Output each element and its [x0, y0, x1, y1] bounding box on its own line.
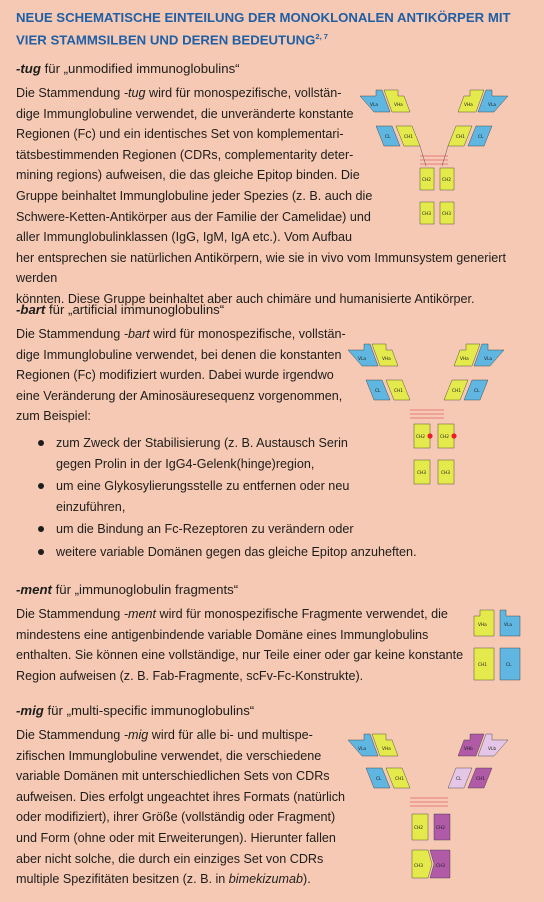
svg-text:CL: CL	[478, 135, 484, 140]
text-segment: Die Stammendung	[16, 728, 124, 742]
svg-text:VHa: VHa	[460, 357, 469, 362]
section-body	[16, 604, 536, 686]
text-segment: Die Stammendung	[16, 327, 124, 341]
ab-hinge	[420, 146, 448, 166]
text-segment: aller Immunglobulinklassen (IgG, IgM, IgA etc.). Vom Aufbau	[16, 230, 352, 245]
section-heading	[16, 301, 536, 319]
text-segment: tätsbestimmenden Regionen (CDRs, complementarity deter-	[16, 147, 354, 162]
svg-text:CH1: CH1	[395, 777, 404, 782]
antibody-diagram-unmodified	[358, 84, 528, 234]
suffix: -mig	[16, 703, 44, 718]
bullet-text: weitere variable Domänen gegen das gleiche Epitop anzuheften.	[56, 544, 417, 559]
text-segment: aber nicht solche, die durch ein einziges Set von CDRs	[16, 851, 324, 866]
svg-text:CH2: CH2	[440, 435, 449, 440]
text-segment: zum Beispiel:	[16, 409, 91, 424]
emphasis: -ment	[123, 607, 157, 621]
page-title	[16, 8, 528, 49]
emphasis: bimekizumab	[228, 872, 303, 887]
bullet-text: zum Zweck der Stabilisierung (z. B. Austausch Serin	[56, 435, 348, 450]
svg-text:CH3: CH3	[417, 471, 426, 476]
text-segment: variable Domänen mit unterschiedlichen Sets von CDRs	[16, 769, 330, 784]
text-line	[16, 604, 536, 625]
text-segment: wird für monospezifische, vollstän-	[145, 86, 342, 100]
svg-text:CL: CL	[385, 135, 391, 140]
fuer-word: für	[44, 61, 60, 76]
modification-marker	[427, 433, 432, 438]
text-segment: und Form (ohne oder mit Erweiterungen). Hierunter fallen	[16, 830, 336, 845]
antibody-diagram-artificial	[344, 336, 524, 494]
bullet-dot	[38, 440, 44, 446]
page-title-text: NEUE SCHEMATISCHE EINTEILUNG DER MONOKLONALEN ANTIKÖRPER MIT VIER STAMMSILBEN UND DEREN BEDEUTUNG	[16, 10, 511, 48]
svg-text:CL: CL	[474, 389, 480, 394]
svg-text:VLa: VLa	[488, 103, 496, 108]
section-ment	[16, 581, 536, 686]
svg-text:VHa: VHa	[382, 747, 391, 752]
emphasis: -tug	[123, 86, 146, 100]
svg-text:CH2: CH2	[422, 178, 431, 183]
emphasis: -bart	[123, 327, 150, 341]
suffix: -bart	[16, 302, 46, 317]
suffix-meaning: „artificial immunoglobulins“	[68, 302, 225, 317]
fuer-word: für	[55, 582, 71, 597]
svg-text:VHa: VHa	[478, 623, 487, 628]
bullet-item	[16, 519, 536, 540]
svg-text:CL: CL	[506, 663, 512, 668]
bullet-dot	[38, 526, 44, 532]
fuer-word: für	[47, 703, 63, 718]
text-segment: multiple Spezifitäten besitzen (z. B. in	[16, 872, 229, 887]
svg-text:CH3: CH3	[422, 212, 431, 217]
text-segment: her entsprechen sie natürlichen Antikörpern, wie sie in vivo vom Immunsystem generiert werden	[16, 250, 506, 286]
bullet-text: einzuführen,	[56, 499, 126, 514]
text-segment: wird für monospezifische, vollstän-	[149, 327, 346, 341]
section-heading	[16, 60, 536, 78]
antibody-diagram-multispecific	[340, 728, 526, 890]
text-segment: enthalten. Sie können eine vollständige, nur Teile einer oder gar keine konstante	[16, 648, 464, 663]
bullet-text: um die Bindung an Fc-Rezeptoren zu verändern oder	[56, 522, 354, 537]
text-segment: Regionen (Fc) und ein identisches Set von komplementari-	[16, 127, 344, 142]
svg-text:CH1: CH1	[394, 389, 403, 394]
svg-text:VLb: VLb	[488, 747, 497, 752]
text-segment: Die Stammendung	[16, 86, 124, 100]
text-line	[16, 645, 536, 666]
text-segment: oder modifiziert), ihrer Größe (vollständig oder Fragment)	[16, 810, 336, 825]
suffix-meaning: „unmodified immunoglobulins“	[63, 61, 240, 76]
suffix-meaning: „immunoglobulin fragments“	[74, 582, 239, 597]
ab-hinge	[410, 410, 444, 418]
svg-text:VHb: VHb	[464, 747, 473, 752]
svg-text:CH1: CH1	[476, 777, 485, 782]
svg-text:VHa: VHa	[394, 103, 403, 108]
svg-text:CH3: CH3	[441, 471, 450, 476]
text-segment: ).	[303, 872, 311, 887]
bullet-dot	[38, 483, 44, 489]
svg-text:CL: CL	[456, 777, 462, 782]
bullet-dot	[38, 549, 44, 555]
svg-text:VHa: VHa	[464, 103, 473, 108]
section-heading	[16, 581, 536, 599]
text-segment: mindestens eine antigenbindende variable Domäne eines Immunglobulins	[16, 627, 429, 642]
svg-text:CH3: CH3	[414, 864, 423, 869]
svg-text:VLa: VLa	[358, 357, 366, 362]
text-segment: könnten. Diese Gruppe beinhaltet aber auch chimäre und humanisierte Antikörper.	[16, 291, 475, 306]
antibody-diagram-fragment	[470, 608, 536, 686]
svg-text:VLa: VLa	[358, 747, 366, 752]
text-segment: Schwere-Ketten-Antikörper aus der Familie der Camelidae) und	[16, 209, 371, 224]
svg-text:CH2: CH2	[414, 826, 423, 831]
svg-text:CH1: CH1	[456, 135, 465, 140]
svg-text:CH2: CH2	[416, 435, 425, 440]
text-segment: Region aufweisen (z. B. Fab-Fragmente, scFv-Fc-Konstrukte).	[16, 668, 364, 683]
svg-text:CL: CL	[376, 777, 382, 782]
svg-text:CH2: CH2	[442, 178, 451, 183]
text-segment: dige Immunglobuline verwendet, die unveränderte konstante	[16, 106, 354, 121]
svg-text:VLa: VLa	[370, 103, 378, 108]
ab-labels	[370, 102, 496, 217]
svg-text:CH1: CH1	[404, 135, 413, 140]
text-line	[16, 625, 536, 646]
svg-text:VLa: VLa	[504, 623, 512, 628]
svg-text:CH1: CH1	[452, 389, 461, 394]
text-line	[16, 248, 536, 289]
emphasis: -mig	[123, 728, 149, 742]
suffix: -tug	[16, 61, 41, 76]
bullet-item	[16, 542, 536, 563]
suffix-meaning: „multi-specific immunoglobulins“	[66, 703, 255, 718]
text-segment: wird für monospezifische Fragmente verwendet, die	[156, 607, 448, 621]
svg-text:CH1: CH1	[478, 663, 487, 668]
bullet-text: um eine Glykosylierungsstelle zu entfernen oder neu	[56, 479, 350, 494]
text-segment: Gruppe beinhaltet Immunglobuline jeder Spezies (z. B. auch die	[16, 188, 373, 203]
suffix: -ment	[16, 582, 52, 597]
section-heading	[16, 702, 536, 720]
text-segment: Regionen (Fc) modifiziert wurden. Dabei wurde irgendwo	[16, 368, 334, 383]
text-segment: zifischen Immunglobuline verwendet, die verschiedene	[16, 748, 322, 763]
svg-text:VHa: VHa	[382, 357, 391, 362]
svg-text:CL: CL	[375, 389, 381, 394]
text-segment: mining regions) aufweisen, die das gleiche Epitop binden. Die	[16, 168, 360, 183]
fuer-word: für	[48, 302, 65, 317]
text-segment: Die Stammendung	[16, 607, 124, 621]
svg-text:CH3: CH3	[442, 212, 451, 217]
text-segment: eine Veränderung der Aminosäuresequenz vorgenommen,	[16, 388, 343, 403]
ab-hinge	[410, 798, 448, 806]
svg-text:CH2: CH2	[436, 826, 445, 831]
modification-marker	[451, 433, 456, 438]
text-segment: aufweisen. Dies erfolgt ungeachtet ihres Formats (natürlich	[16, 789, 345, 804]
svg-text:CH3: CH3	[436, 864, 445, 869]
text-segment: wird für alle bi- und multispe-	[148, 728, 313, 742]
ab-labels	[358, 356, 492, 476]
ab-arms	[360, 90, 508, 146]
footnote-ref: 2, 7	[315, 32, 328, 41]
svg-text:VLa: VLa	[484, 357, 492, 362]
text-segment: dige Immunglobuline verwendet, bei denen die konstanten	[16, 347, 342, 362]
text-line	[16, 666, 536, 687]
bullet-text: gegen Prolin in der IgG4-Gelenk(hinge)region,	[56, 456, 315, 471]
